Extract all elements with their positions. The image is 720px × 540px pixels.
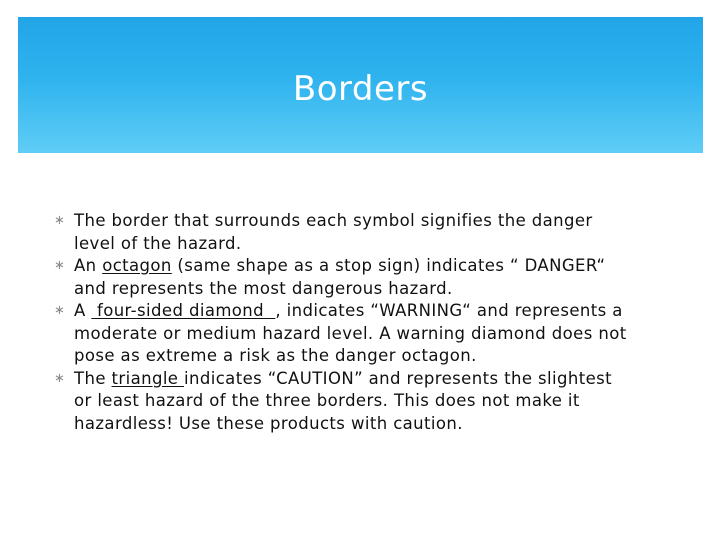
bullet-item-diamond: [54, 300, 634, 368]
slide-title: Borders: [292, 69, 429, 109]
bullet-icon: ∗: [54, 213, 66, 228]
bullet-text-post: indicates “CAUTION” and represents the slightest or least hazard of the three borders. This does not make it hazardless! Use these products with caution.: [74, 368, 613, 433]
bullet-icon: ∗: [54, 370, 66, 386]
bullet-text: The border that surrounds each symbol signifies the danger level of the hazard.: [74, 211, 593, 253]
title-band: [18, 17, 703, 153]
bullet-icon: ∗: [54, 258, 66, 273]
octagon-term: octagon: [102, 256, 172, 275]
bullet-text-pre: The: [74, 368, 112, 388]
bullet-text-post: (same shape as a stop sign) indicates “ DANGER“ and represents the most dangerous hazard.: [74, 256, 606, 298]
bullet-item-triangle: [54, 368, 634, 436]
bullet-item-border-meaning: [54, 210, 634, 255]
bullet-item-octagon: [54, 255, 634, 300]
bullet-text-post: , indicates “WARNING“ and represents a moderate or medium hazard level. A warning diamond does not pose as extreme a risk as the danger octagon.: [74, 301, 627, 365]
bullet-text-pre: An: [74, 256, 103, 275]
bullet-icon: ∗: [54, 303, 66, 318]
triangle-term: triangle: [111, 368, 185, 388]
diamond-term: four-sided diamond: [91, 301, 276, 320]
bullet-text-pre: A: [74, 301, 92, 320]
bullet-list: [54, 210, 634, 435]
